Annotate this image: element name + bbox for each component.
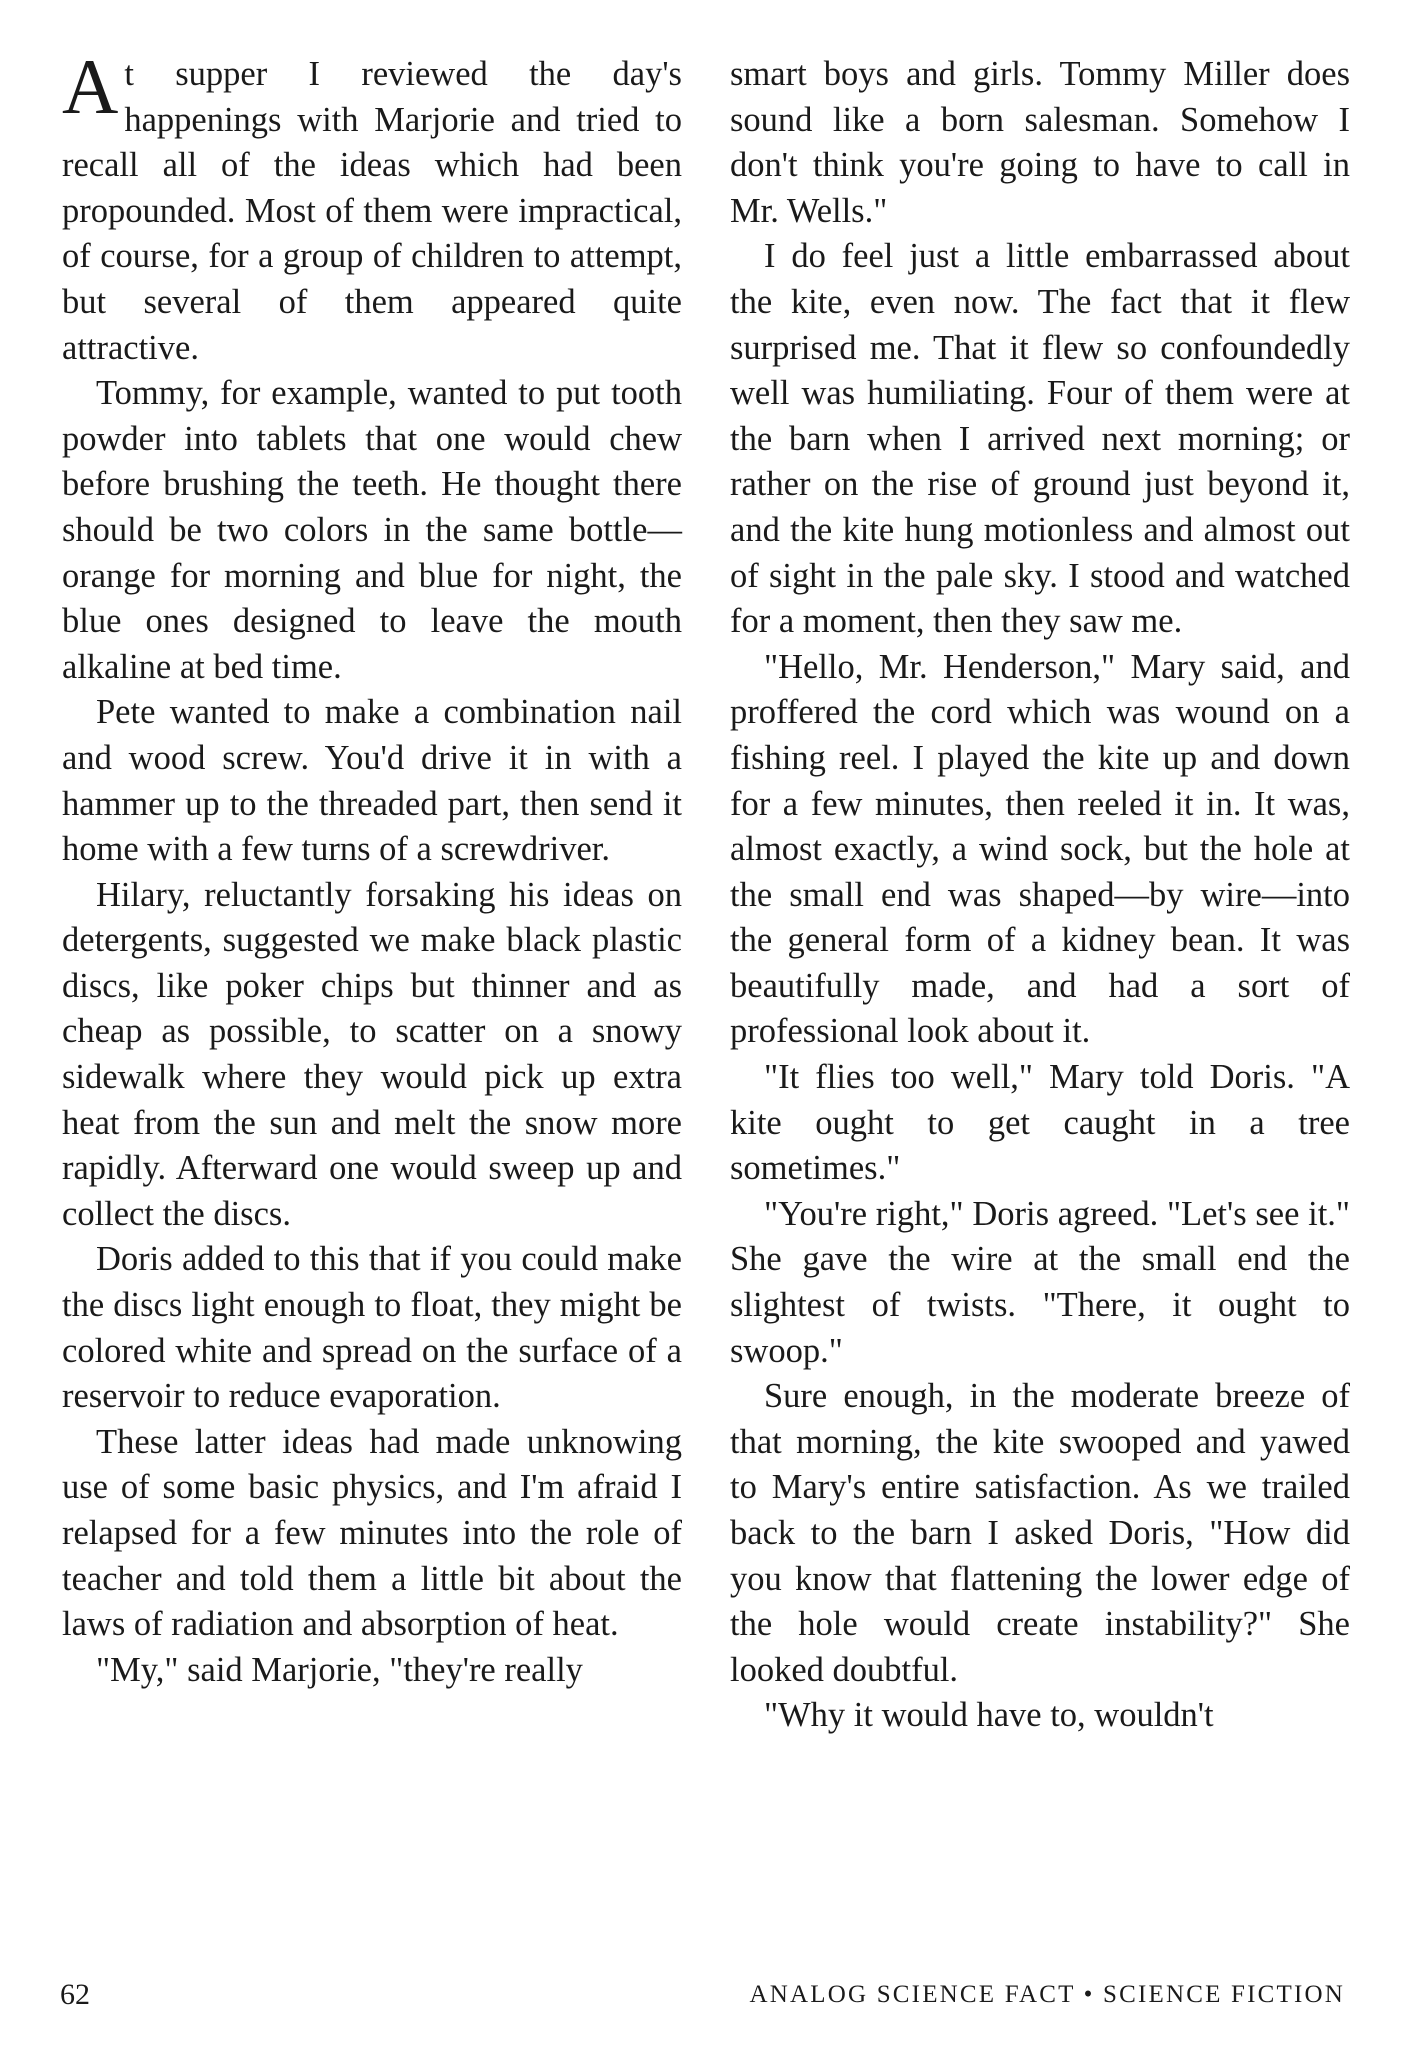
paragraph: "You're right," Doris agreed. "Let's see it." She gave the wire at the small end the slightest of twists. "There, it ought to swoop."	[730, 1194, 1350, 1370]
paragraph: "Why it would have to, wouldn't	[764, 1696, 1214, 1735]
paragraph: "It flies too well," Mary told Doris. "A kite ought to get caught in a tree sometimes."	[730, 1058, 1350, 1188]
paragraph: "Hello, Mr. Henderson," Mary said, and proffered the cord which was wound on a fishing reel. I played the kite up and down for a few minutes, then reeled it in. It was, almost exactly, a wind sock, but the hole at the small end was shaped—by wire—into the general form of a kidney bean. It was beautifully made, and had a sort of professional look about it.	[730, 647, 1350, 1051]
paragraph: Hilary, reluctantly forsaking his ideas on detergents, suggested we make black plastic discs, like poker chips but thinner and as cheap as possible, to scatter on a snowy sidewalk where they would pick up extra heat from the sun and melt the snow more rapidly. Afterward one would sweep up and collect the discs.	[62, 875, 682, 1233]
paragraph: Doris added to this that if you could make the discs light enough to float, they might be colored white and spread on the surface of a reservoir to reduce evaporation.	[62, 1240, 682, 1416]
text-column-left	[62, 43, 682, 1693]
running-title: ANALOG SCIENCE FACT • SCIENCE FICTION	[749, 1981, 1345, 2008]
paragraph: "My," said Marjorie, "they're really	[96, 1650, 583, 1689]
paragraph: Pete wanted to make a combination nail and wood screw. You'd drive it in with a hammer up to the threaded part, then send it home with a few turns of a screwdriver.	[62, 693, 682, 869]
text-column-right	[730, 52, 1350, 1739]
paragraph	[62, 43, 682, 371]
paragraph: I do feel just a little embarrassed about the kite, even now. The fact that it flew surprised me. That it flew so confoundedly well was humiliating. Four of them were at the barn when I arrived next morning; or rather on the rise of ground just beyond it, and the kite hung motionless and almost out of sight in the pale sky. I stood and watched for a moment, then they saw me.	[730, 237, 1350, 641]
page-number: 62	[60, 1978, 90, 2011]
paragraph: smart boys and girls. Tommy Miller does sound like a born salesman. Somehow I don't think you're going to have to call in Mr. Wells."	[730, 55, 1350, 230]
paragraph: Sure enough, in the moderate breeze of that morning, the kite swooped and yawed to Mary's entire satisfaction. As we trailed back to the barn I asked Doris, "How did you know that flattening the lower edge of the hole would create instability?" She looked doubtful.	[730, 1377, 1350, 1689]
drop-cap: A	[62, 43, 119, 130]
paragraph: These latter ideas had made unknowing use of some basic physics, and I'm afraid I relapsed for a few minutes into the role of teacher and told them a little bit about the laws of radiation and absorption of heat.	[62, 1422, 682, 1644]
page-footer	[60, 1975, 1345, 2015]
paragraph-text: t supper I reviewed the day's happenings with Marjorie and tried to recall all of the ideas which had been propounded. Most of them were impractical, of course, for a group of children to attempt, but several of them appeared quite attractive.	[62, 55, 682, 367]
paragraph: Tommy, for example, wanted to put tooth powder into tablets that one would chew before brushing the teeth. He thought there should be two colors in the same bottle—orange for morning and blue for night, the blue ones designed to leave the mouth alkaline at bed time.	[62, 374, 682, 686]
